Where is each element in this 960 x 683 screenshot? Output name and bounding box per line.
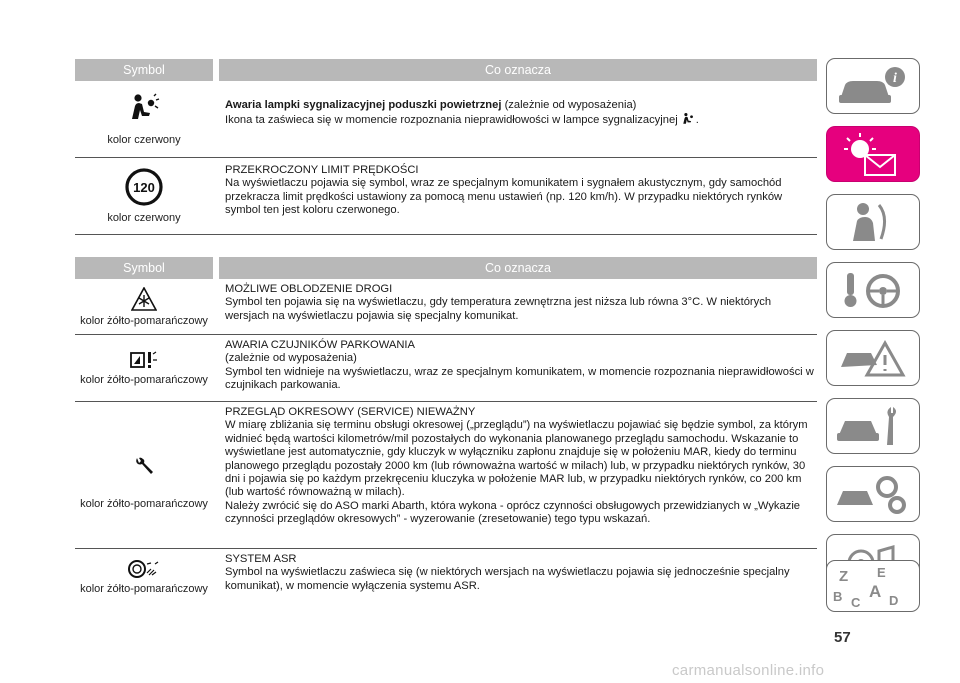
svg-text:C: C bbox=[851, 595, 861, 610]
table-row bbox=[75, 81, 817, 158]
row-body: Ikona ta zaświeca się w momencie rozpoznania nieprawidłowości w lampce sygnalizacyjnej bbox=[225, 114, 678, 127]
sidebar-tab-warning-lights[interactable] bbox=[826, 126, 920, 182]
row-body: Symbol ten widnieje na wyświetlaczu, wraz ze specjalnym komunikatem, w momencie rozpoznania nieprawidłowości w czujnikach parkowania. bbox=[225, 365, 814, 392]
symbol-cell bbox=[75, 335, 213, 401]
airbag-warning-icon bbox=[681, 112, 696, 125]
svg-text:i: i bbox=[893, 71, 897, 86]
svg-text:D: D bbox=[889, 593, 899, 608]
page-number: 57 bbox=[834, 629, 851, 646]
symbol-cell bbox=[75, 279, 213, 334]
table-row bbox=[75, 549, 817, 604]
color-label: kolor żółto-pomarańczowy bbox=[80, 582, 208, 595]
ice-warning-icon bbox=[131, 287, 157, 311]
row-title: PRZEKROCZONY LIMIT PRĘDKOŚCI bbox=[225, 164, 419, 176]
row-title: SYSTEM ASR bbox=[225, 553, 297, 565]
svg-text:B: B bbox=[833, 589, 843, 604]
meaning-column-header: Co oznacza bbox=[219, 257, 817, 279]
speed-limit-120-icon bbox=[125, 168, 163, 206]
sidebar-tab-emergency[interactable] bbox=[826, 330, 920, 386]
row-body: Na wyświetlaczu pojawia się symbol, wraz ze specjalnym komunikatem i sygnałem akustycznym, gdy samochód przekracza limit prędkości ustawiony za pomocą menu ustawień (np. 120 km/h). W przypadku niektórych rynków symbol ten jest koloru czerwonego. bbox=[225, 177, 783, 217]
color-label: kolor żółto-pomarańczowy bbox=[80, 374, 208, 386]
row-title-note: (zależnie od wyposażenia) bbox=[501, 99, 637, 111]
warning-light-envelope-icon bbox=[827, 127, 921, 183]
key-steering-wheel-icon bbox=[827, 263, 921, 319]
symbol-cell bbox=[75, 158, 213, 234]
table-row bbox=[75, 402, 817, 549]
asr-off-icon bbox=[127, 559, 161, 579]
row-title: PRZEGLĄD OKRESOWY (SERVICE) NIEWAŻNY bbox=[225, 406, 476, 418]
warning-table-red bbox=[75, 59, 817, 235]
row-body-2: Należy zwrócić się do ASO marki Abarth, która wykona - oprócz czynności obsługowych przewidzianych w „Wykazie czynności przeglądów okresowych” - wyzerowanie (zresetowanie) tego typu wskazań. bbox=[225, 499, 801, 526]
symbol-column-header: Symbol bbox=[75, 59, 213, 81]
svg-text:E: E bbox=[877, 565, 886, 580]
description-cell bbox=[225, 402, 817, 548]
row-body: Symbol ten pojawia się na wyświetlaczu, gdy temperatura zewnętrzna jest niższa lub równa 3°C. W niektórych wersjach na wyświetlaczu pojawia się specjalny komunikat. bbox=[225, 296, 772, 322]
description-cell bbox=[225, 549, 817, 604]
parking-sensor-fault-icon bbox=[129, 350, 159, 370]
alphabet-index-icon bbox=[827, 561, 921, 611]
row-body-end: . bbox=[695, 114, 699, 127]
symbol-cell bbox=[75, 81, 213, 157]
warning-table-amber bbox=[75, 257, 817, 604]
svg-text:120: 120 bbox=[133, 180, 155, 195]
car-warning-triangle-icon bbox=[827, 331, 921, 387]
color-label: kolor czerwony bbox=[107, 212, 181, 224]
service-wrench-icon bbox=[134, 456, 154, 476]
row-title: MOŻLIWE OBLODZENIE DROGI bbox=[225, 283, 393, 295]
sidebar-tab-starting-driving[interactable] bbox=[826, 262, 920, 318]
color-label: kolor żółto-pomarańczowy bbox=[80, 314, 208, 327]
car-info-icon bbox=[827, 59, 921, 115]
row-title: Awaria lampki sygnalizacyjnej poduszki powietrznej bbox=[225, 99, 502, 111]
color-label: kolor żółto-pomarańczowy bbox=[80, 498, 208, 510]
sidebar-tab-maintenance[interactable] bbox=[826, 398, 920, 454]
table-header bbox=[75, 257, 817, 279]
description-cell bbox=[225, 335, 817, 401]
symbol-column-header: Symbol bbox=[75, 257, 213, 279]
sidebar-tab-technical-data[interactable] bbox=[826, 466, 920, 522]
table-header bbox=[75, 59, 817, 81]
row-title: AWARIA CZUJNIKÓW PARKOWANIA bbox=[225, 339, 415, 351]
car-gears-icon bbox=[827, 467, 921, 523]
sidebar-tab-index[interactable] bbox=[826, 560, 920, 612]
meaning-column-header: Co oznacza bbox=[219, 59, 817, 81]
svg-text:Z: Z bbox=[839, 568, 849, 585]
table-row bbox=[75, 335, 817, 402]
description-cell bbox=[225, 279, 817, 334]
row-body: Symbol na wyświetlaczu zaświeca się (w niektórych wersjach na wyświetlaczu pojawia się jednocześnie specjalny komunikat), w momencie wyłączenia systemu ASR. bbox=[225, 566, 790, 592]
svg-text:A: A bbox=[869, 582, 882, 601]
table-row bbox=[75, 158, 817, 235]
row-subtitle: (zależnie od wyposażenia) bbox=[225, 352, 357, 365]
sidebar-tab-safety[interactable] bbox=[826, 194, 920, 250]
sidebar-tab-car-info[interactable] bbox=[826, 58, 920, 114]
car-wrench-icon bbox=[827, 399, 921, 455]
symbol-cell bbox=[75, 549, 213, 604]
row-body: W miarę zbliżania się terminu obsługi okresowej („przeglądu”) na wyświetlaczu pojawiać się będzie symbol, za którym widnieć będą wartości kilometrów/mil pozostałych do wykonania planowanego przeglądu samochodu. Wskazanie to wyświetlane jest automatycznie, gdy kluczyk w wyłączniku zapłonu znajduje się w położeniu MAR, kiedy do terminu planowego przeglądu pozostały 2000 km (lub równoważna wartość w milach) lub, w przypadku niektórych rynków, 30 dni i pojawia się po każdym przekręceniu kluczyka w położenie MAR lub, w przypadku niektórych rynków, co 200 km (lub wartość równoważną w milach). bbox=[225, 419, 808, 499]
table-row bbox=[75, 279, 817, 335]
color-label: kolor czerwony bbox=[107, 134, 181, 146]
airbag-warning-icon bbox=[127, 92, 161, 122]
description-cell bbox=[225, 81, 817, 157]
description-cell bbox=[225, 158, 817, 234]
watermark: carmanualsonline.info bbox=[672, 662, 825, 679]
seatbelt-person-icon bbox=[827, 195, 921, 251]
symbol-cell bbox=[75, 402, 213, 548]
